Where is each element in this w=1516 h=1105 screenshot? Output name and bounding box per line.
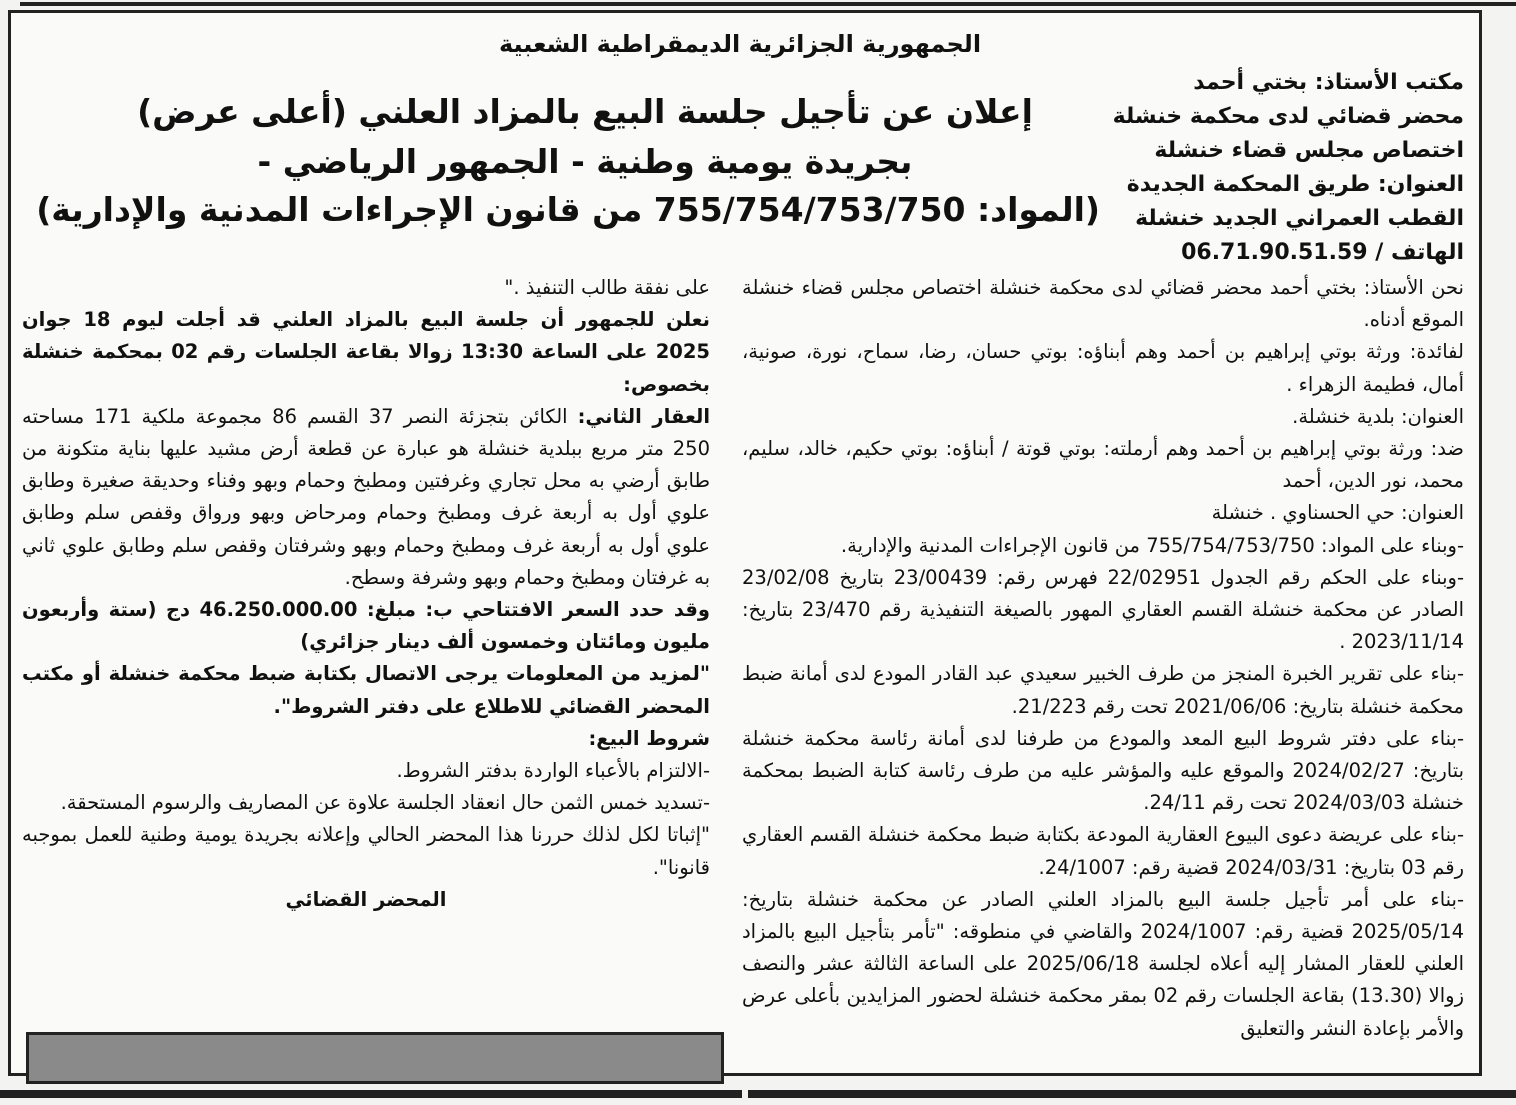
paragraph: العنوان: حي الحسناوي . خنشلة [1211, 501, 1464, 525]
paragraph: -بناء على تقرير الخبرة المنجز من طرف الخبير سعيدي عبد القادر المودع لدى أمانة ضبط محكمة خنشلة بتاريخ: 2021/06/06 تحت رقم 21/223. [742, 662, 1464, 718]
info-contact: "لمزيد من المعلومات يرجى الاتصال بكتابة ضبط محكمة خنشلة أو مكتب المحضر القضائي للاطلاع على دفتر الشروط". [22, 662, 710, 718]
bailiff-office-block [1044, 66, 1464, 270]
paragraph: -بناء على عريضة دعوى البيوع العقارية المودعة بكتابة ضبط محكمة خنشلة القسم العقاري رقم 03 بتاريخ: 2024/03/31 قضية رقم: 24/1007. [742, 823, 1464, 879]
office-address-2: القطب العمراني الجديد خنشلة [1135, 206, 1464, 231]
legal-articles-line: (المواد: 755/754/753/750 من قانون الإجراءات المدنية والإدارية) [36, 190, 1100, 229]
opening-price: وقد حدد السعر الافتتاحي ب: مبلغ: 46.250.000.00 دج (ستة وأربعون مليون ومائتان وخمسون ألف دينار جزائري) [22, 598, 710, 654]
announcement-subtitle: بجريدة يومية وطنية - الجمهور الرياضي - [257, 142, 913, 181]
paragraph: العنوان: بلدية خنشلة. [1292, 404, 1464, 428]
conditions-title: شروط البيع: [588, 726, 710, 750]
property-text: الكائن بتجزئة النصر 37 القسم 86 مجموعة ملكية 171 مساحته 250 متر مربع ببلدية خنشلة هو عبارة عن قطعة أرض مشيد عليها بناية متكونة من طابق أرضي به محل تجاري وغرفتين ومطبخ وحمام وبهو وفناء وحديقة صغيرة وطابق علوي أول به أربعة غرف ومطبخ وحمام ومرحاض وبهو ورواق وقفص سلم وطابق علوي أول به أربعة غرف ومطبخ وحمام وبهو وشرفتان وقفص سلم وطابق علوي ثاني به غرفتان ومطبخ وحمام وبهو وشرفة وسطح. [22, 404, 710, 589]
property-description [22, 401, 710, 594]
office-jurisdiction: اختصاص مجلس قضاء خنشلة [1154, 138, 1464, 163]
paragraph: -وبناء على المواد: 755/754/753/750 من قانون الإجراءات المدنية والإدارية. [840, 533, 1464, 557]
bottom-rule [748, 1090, 1516, 1098]
condition-item: -الالتزام بالأعباء الواردة بدفتر الشروط. [396, 759, 710, 783]
gray-footer-bar [26, 1032, 724, 1084]
property-label: العقار الثاني: [577, 404, 711, 428]
right-column [742, 272, 1464, 1045]
bottom-rule [0, 1090, 742, 1098]
paragraph: -بناء على أمر تأجيل جلسة البيع بالمزاد العلني الصادر عن محكمة خنشلة بتاريخ: 2025/05/14 قضية رقم: 2024/1007 والقاضي في منطوقه: "تأمر بتأجيل البيع بالمزاد العلني للعقار المشار إليه أعلاه لجلسة 2025/06/18 على الساعة الثالثة عشر والنصف زوالا (13.30) بقاعة الجلسات رقم 02 بمقر محكمة خنشلة لحضور المزايدين بأعلى عرض والأمر بإعادة النشر والتعليق [742, 887, 1465, 1040]
top-rule [20, 2, 1516, 6]
postponement-notice: نعلن للجمهور أن جلسة البيع بالمزاد العلني قد أجلت ليوم 18 جوان 2025 على الساعة 13:30 زوالا بقاعة الجلسات رقم 02 بمحكمة خنشلة بخصوص: [22, 308, 710, 396]
announcement-title: إعلان عن تأجيل جلسة البيع بالمزاد العلني (أعلى عرض) [137, 92, 1033, 131]
signature-label: المحضر القضائي [285, 887, 447, 911]
left-column [22, 272, 710, 916]
office-phone: الهاتف / 06.71.90.51.59 [1181, 240, 1464, 265]
paragraph: ضد: ورثة بوتي إبراهيم بن أحمد وهم أرملته: بوتي قوتة / أبناؤه: بوتي حكيم، خالد، سليم، محمد، نور الدين، أحمد [742, 437, 1464, 493]
condition-item: -تسديد خمس الثمن حال انعقاد الجلسة علاوة عن المصاريف والرسوم المستحقة. [60, 791, 710, 815]
paragraph: لفائدة: ورثة بوتي إبراهيم بن أحمد وهم أبناؤه: بوتي حسان، رضا، سماح، نورة، صونية، أمال، فطيمة الزهراء . [742, 340, 1464, 396]
paragraph: نحن الأستاذ: بختي أحمد محضر قضائي لدى محكمة خنشلة اختصاص مجلس قضاء خنشلة الموقع أدناه. [742, 276, 1464, 332]
office-name: مكتب الأستاذ: بختي أحمد [1193, 70, 1464, 95]
paragraph: -وبناء على الحكم رقم الجدول 22/02951 فهرس رقم: 23/00439 بتاريخ 23/02/08 الصادر عن محكمة خنشلة القسم العقاري المهور بالصيغة التنفيذية رقم 23/470 بتاريخ: 2023/11/14 . [742, 565, 1465, 654]
office-role: محضر قضائي لدى محكمة خنشلة [1112, 104, 1464, 129]
closing-statement: "إثباتا لكل لذلك حررنا هذا المحضر الحالي وإعلانه بجريدة يومية وطنية للعمل بموجبه قانونا". [22, 823, 710, 879]
office-address: العنوان: طريق المحكمة الجديدة [1126, 172, 1464, 197]
paragraph: على نفقة طالب التنفيذ ." [504, 276, 710, 299]
republic-heading: الجمهورية الجزائرية الديمقراطية الشعبية [498, 30, 982, 58]
paragraph: -بناء على دفتر شروط البيع المعد والمودع من طرفنا لدى أمانة رئاسة محكمة خنشلة بتاريخ: 2024/02/27 والموقع عليه والمؤشر عليه من طرف رئاسة كتابة الضبط بمحكمة خنشلة 2024/03/03 تحت رقم 24/11. [742, 726, 1465, 815]
